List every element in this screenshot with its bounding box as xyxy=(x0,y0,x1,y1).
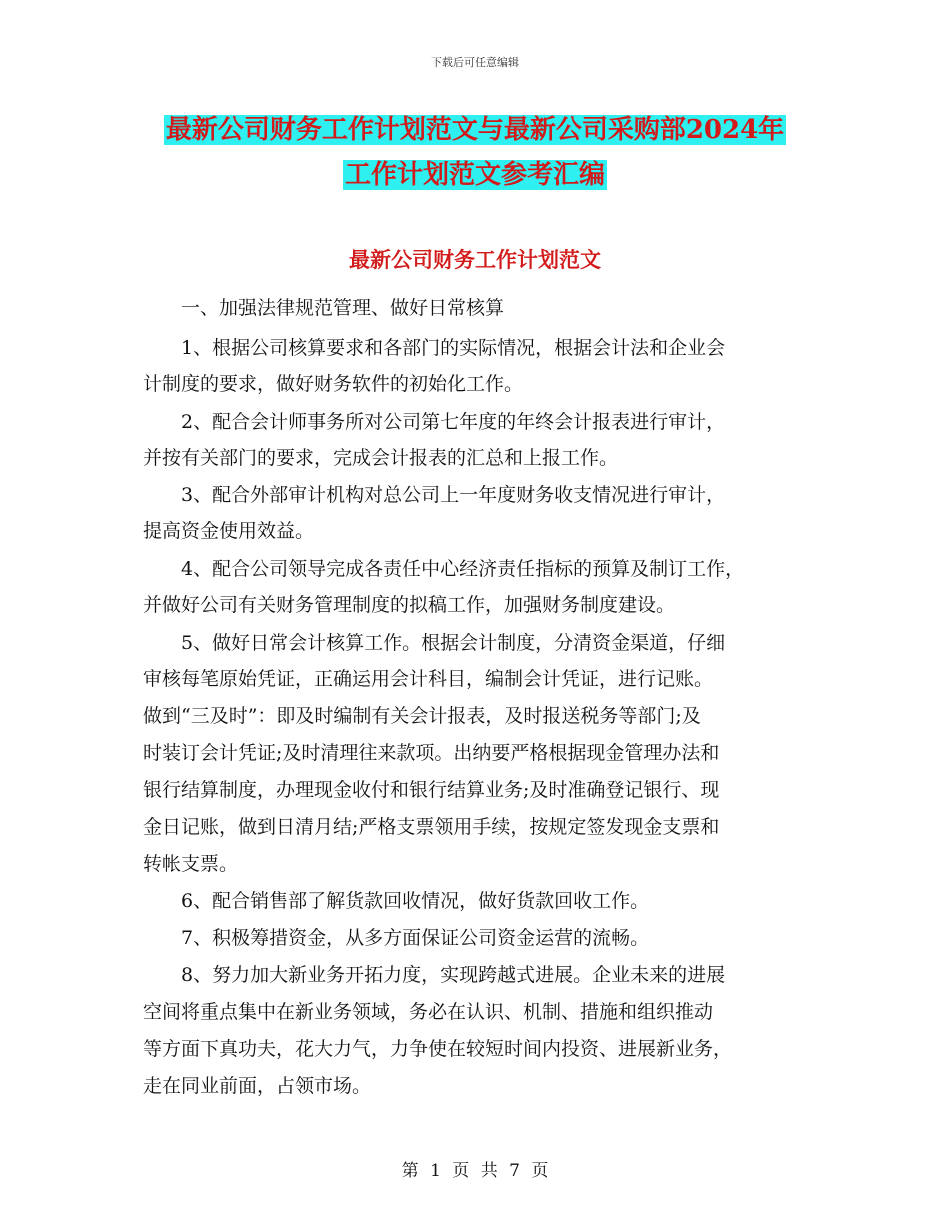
body-line: 一、加强法律规范管理、做好日常核算 xyxy=(143,297,505,319)
body-line: 做到“三及时”：即及时编制有关会计报表，及时报送税务等部门;及 xyxy=(143,705,701,727)
page-footer: 第 1 页 共 7 页 xyxy=(401,1161,549,1181)
body-line: 1、根据公司核算要求和各部门的实际情况，根据会计法和企业会 xyxy=(143,337,726,359)
body-line: 计制度的要求，做好财务软件的初始化工作。 xyxy=(143,373,524,395)
body-line: 7、积极筹措资金，从多方面保证公司资金运营的流畅。 xyxy=(143,927,650,949)
body-line: 走在同业前面，占领市场。 xyxy=(143,1075,372,1097)
body-line: 2、配合会计师事务所对公司第七年度的年终会计报表进行审计， xyxy=(143,411,726,433)
body-line: 4、配合公司领导完成各责任中心经济责任指标的预算及制订工作， xyxy=(143,558,745,580)
body-line: 并按有关部门的要求，完成会计报表的汇总和上报工作。 xyxy=(143,447,619,469)
header-note: 下载后可任意编辑 xyxy=(431,56,519,69)
section-title: 最新公司财务工作计划范文 xyxy=(349,247,601,272)
document-title-line-2: 工作计划范文参考汇编 xyxy=(344,160,605,190)
body-line: 6、配合销售部了解货款回收情况，做好货款回收工作。 xyxy=(143,890,650,912)
body-line: 等方面下真功夫，花大力气，力争使在较短时间内投资、进展新业务， xyxy=(143,1038,733,1060)
body-line: 金日记账，做到日清月结;严格支票领用手续，按规定签发现金支票和 xyxy=(143,816,720,838)
document-title-line-1: 最新公司财务工作计划范文与最新公司采购部2024年 xyxy=(165,115,785,145)
body-line: 审核每笔原始凭证，正确运用会计科目，编制会计凭证，进行记账。 xyxy=(143,668,714,690)
body-line: 并做好公司有关财务管理制度的拟稿工作，加强财务制度建设。 xyxy=(143,594,676,616)
body-line: 3、配合外部审计机构对总公司上一年度财务收支情况进行审计， xyxy=(143,484,726,506)
body-line: 5、做好日常会计核算工作。根据会计制度，分清资金渠道，仔细 xyxy=(143,632,726,654)
body-line: 空间将重点集中在新业务领域，务必在认识、机制、措施和组织推动 xyxy=(143,1001,714,1023)
body-line: 银行结算制度，办理现金收付和银行结算业务;及时准确登记银行、现 xyxy=(143,779,720,801)
body-line: 8、努力加大新业务开拓力度，实现跨越式进展。企业未来的进展 xyxy=(143,964,726,986)
body-line: 转帐支票。 xyxy=(143,853,239,875)
body-line: 提高资金使用效益。 xyxy=(143,520,315,542)
body-line: 时装订会计凭证;及时清理往来款项。出纳要严格根据现金管理办法和 xyxy=(143,742,720,764)
